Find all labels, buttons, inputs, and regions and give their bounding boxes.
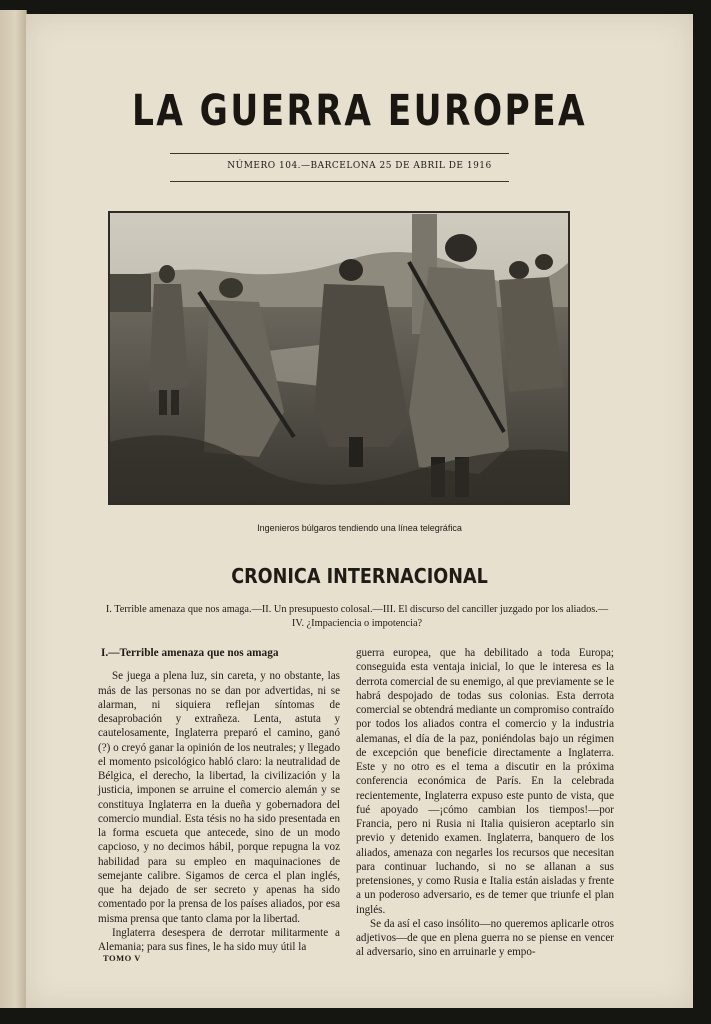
article-paragraph: guerra europea, que ha debilitado a toda Europa; conseguida esta ventaja inicial, lo que le interesa es la derrota comercial de su enemigo, al que previamente se le habrá despojado de todas sus colonias. Esta derrota comercial se obtendrá mediante un compromiso contraído por todos los aliados contra el comercio y la industria alemanas, el día de la paz, poniéndolas bajo un régimen de excepción que beneficie directamente a Inglaterra. Este y no otro es el tema a discutir en la próxima conferencia económica de París. En la celebrada recientemente, Inglaterra expuso este punto de vista, que fué apoyado —¡cómo cambian los tiempos!—por Francia, pero ni Rusia ni Italia quisieron aceptarlo sin previo y detenido examen. Inglaterra, banquero de los aliados, amenaza con negarles los recursos que necesitan para continuar luchando, si no se allanan a sus pretensiones, y como Rusia e Italia están aisladas y frente a un poderoso adversario, es de temer que triunfe el plan inglés.: [356, 647, 614, 916]
photo-illustration: [109, 212, 569, 504]
article-column-left: [98, 646, 340, 954]
article-subhead: I.—Terrible amenaza que nos amaga: [101, 647, 279, 659]
masthead-title: LA GUERRA EUROPEA: [131, 86, 588, 136]
newspaper-page: [26, 14, 693, 1008]
section-title: CRONICA INTERNACIONAL: [231, 564, 488, 588]
issue-line: NÚMERO 104.—BARCELONA 25 DE ABRIL DE 1916: [227, 161, 492, 171]
article-column-right: [356, 646, 614, 960]
article-paragraph: Inglaterra desespera de derrotar militarmente a Alemania; para sus fines, le ha sido muy útil la: [98, 926, 340, 953]
article-paragraph: Se juega a plena luz, sin careta, y no obstante, las más de las personas no se dan por advertidas, ni se alarman, ni siquiera reflejan síntomas de desaprobación y extrañeza. Lenta, astuta y cautelosamente, Inglaterra preparó el camino, ganó (?) o creyó ganar la opinión de los neutrales; y llegado el momento psicológico habló claro: la neutralidad de Bélgica, el derecho, la libertad, la civilización y la justicia, imponen se arruine el comercio alemán y se constituya Inglaterra en la dueña y gobernadora del comercio mundial. Esta tésis no ha sido presentada en la forma escueta que antecede, sino de un modo capcioso, y no decimos hábil, porque repugna la voz habilidad para su empleo en maquinaciones de semejante calibre. Sigamos de cerca el plan inglés, que ha dejado de ser secreto y apenas ha sido comentado por la prensa de los países aliados, por esa misma prensa que tanto clama por la libertad.: [98, 670, 340, 925]
photograph-bulgarian-engineers: [108, 211, 570, 505]
photo-caption: Ingenieros búlgaros tendiendo una línea telegráfica: [257, 523, 462, 533]
masthead-rule-bottom: [170, 181, 509, 182]
volume-footer: TOMO V: [103, 953, 141, 963]
summary-line: IV. ¿Impaciencia o impotencia?: [291, 618, 423, 629]
summary-line: I. Terrible amenaza que nos amaga.—II. Un presupuesto colosal.—III. El discurso del canciller juzgado por los aliados.—: [105, 604, 609, 615]
article-paragraph: Se da así el caso insólito—no queremos aplicarle otros adjetivos—de que en plena guerra no se piense en vencer al adversario, sino en arruinarle y empo-: [356, 917, 614, 959]
previous-page-edge: [0, 10, 27, 1008]
masthead-rule-top: [170, 153, 509, 154]
section-summary: [92, 603, 622, 631]
